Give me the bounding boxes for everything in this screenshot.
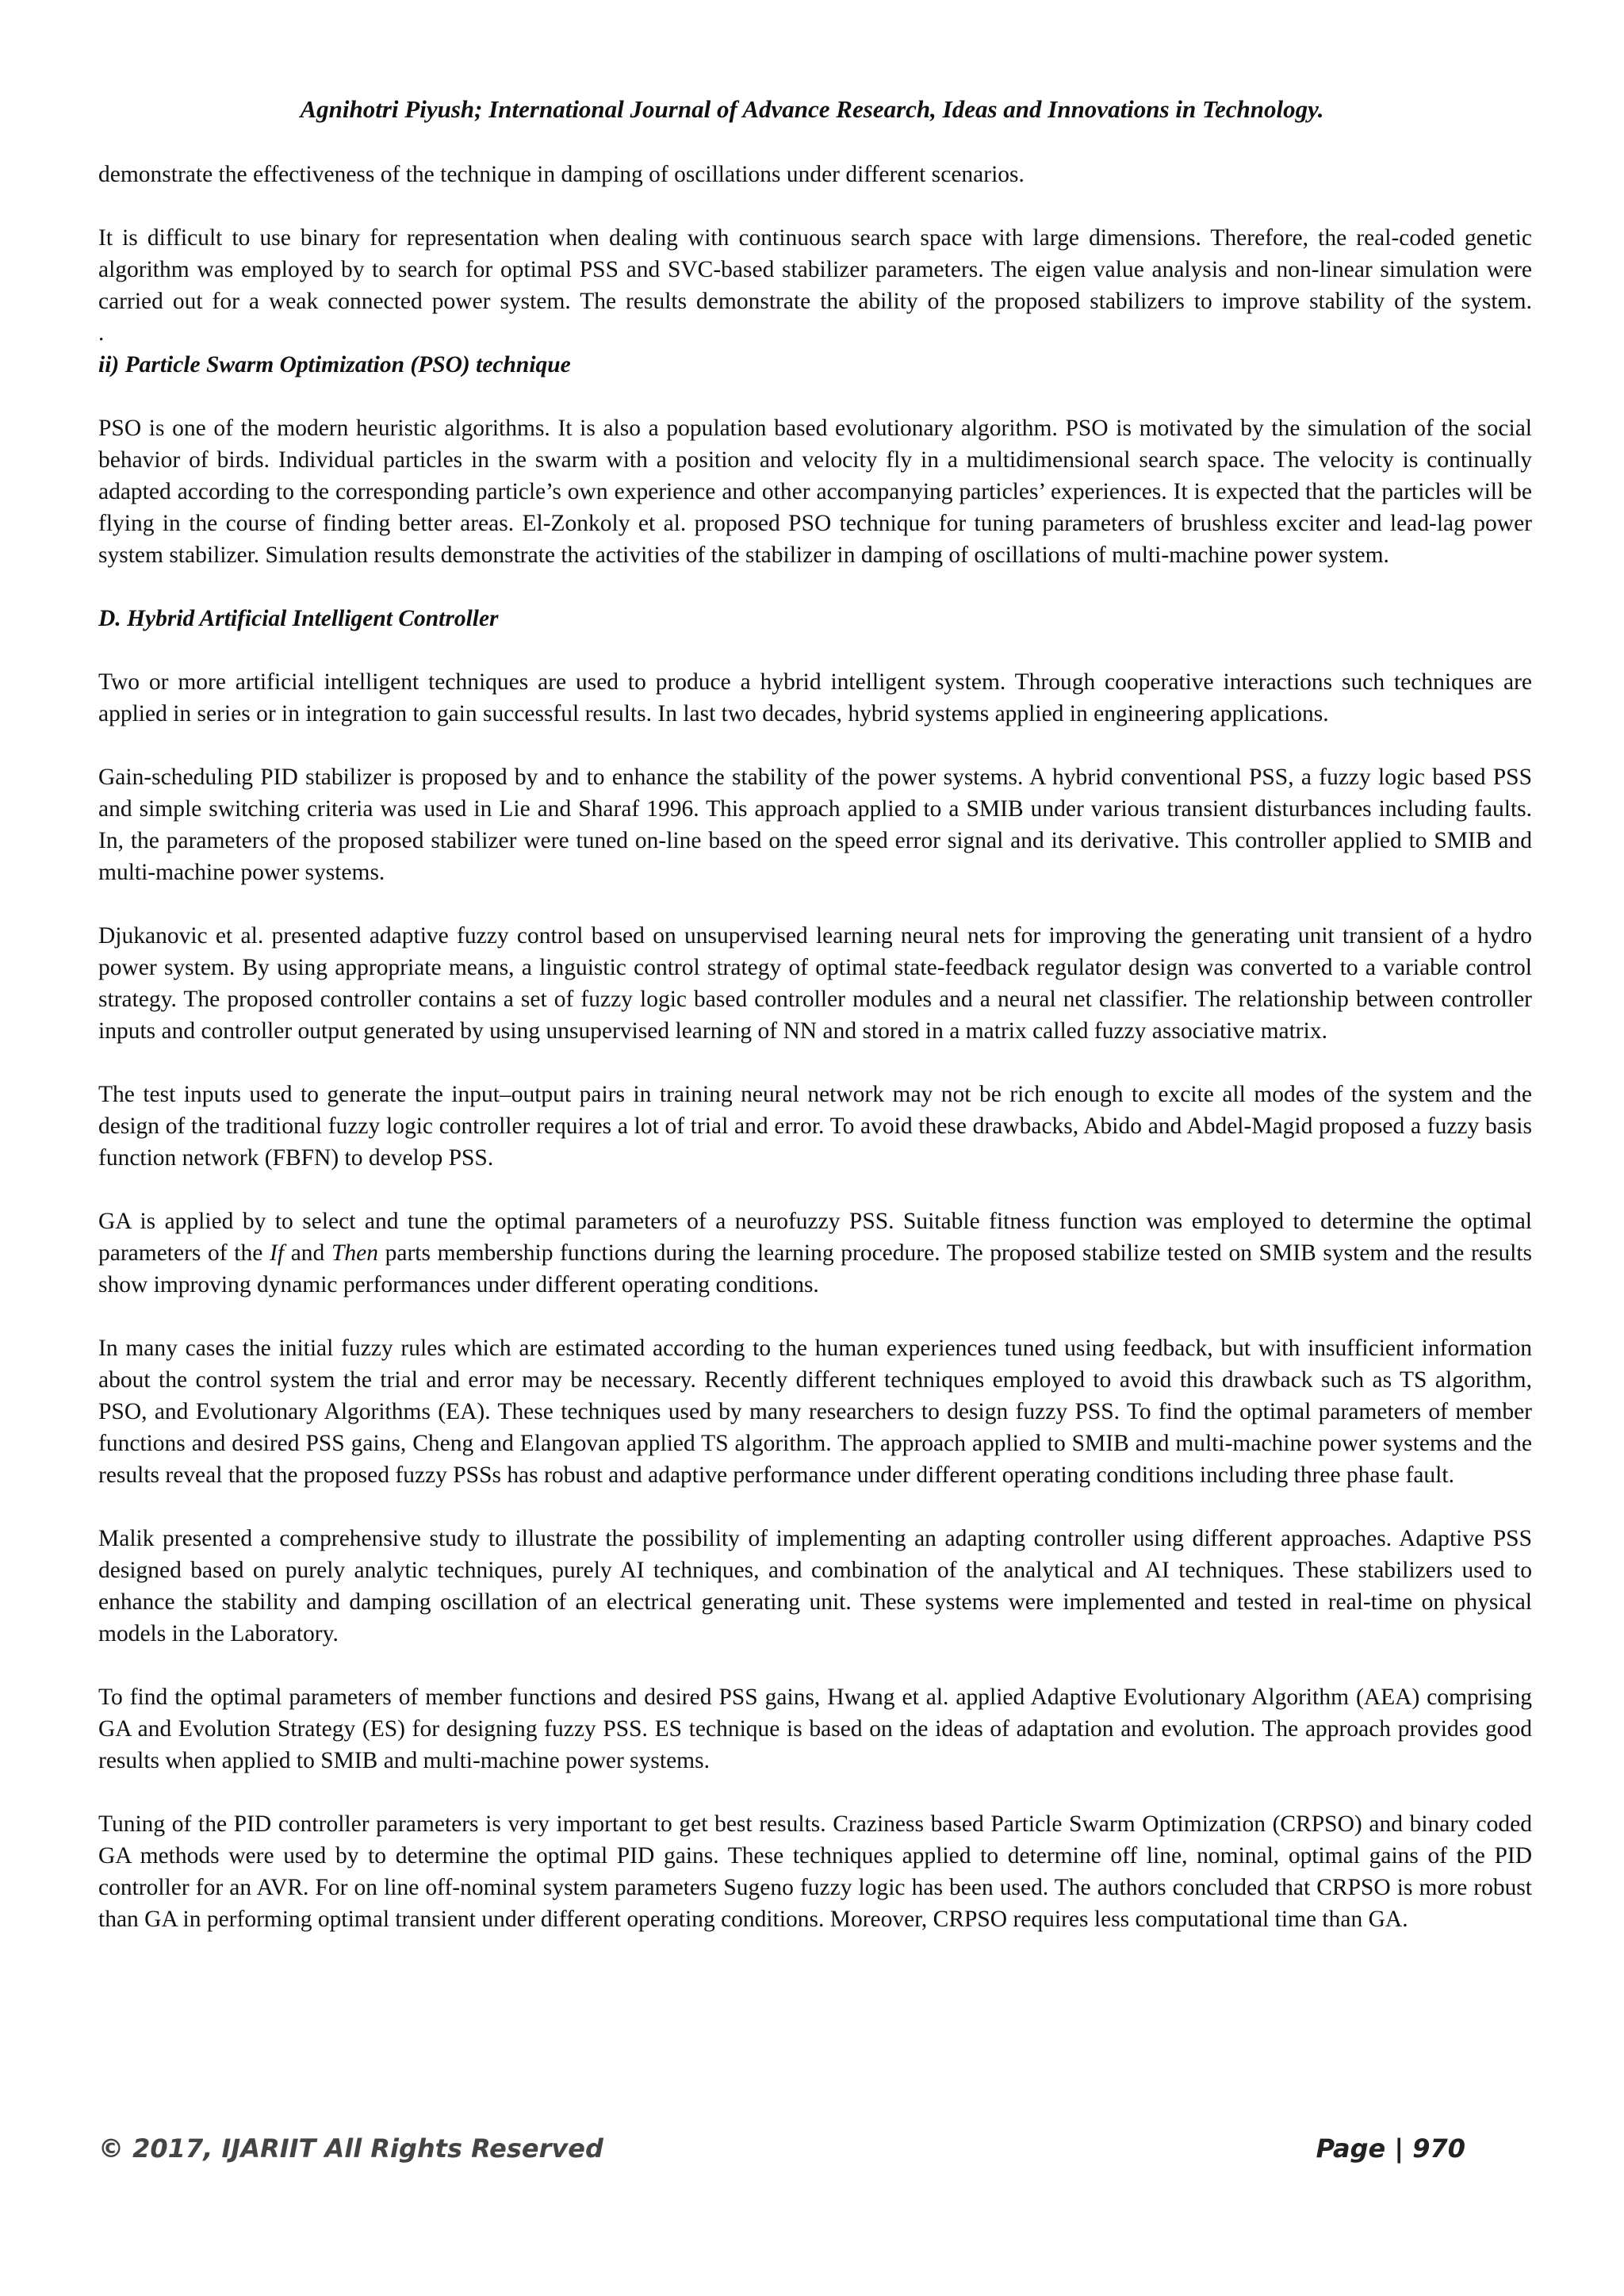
- italic-term-then: Then: [331, 1240, 378, 1266]
- footer-page-number: Page | 970: [1316, 2133, 1465, 2164]
- paragraph: Gain-scheduling PID stabilizer is proposed by and to enhance the stability of the power systems. A hybrid conventional PSS, a fuzzy logic based PSS and simple switching criteria was used in Lie and Sharaf 1996. This approach applied to a SMIB under various transient disturbances including faults. In, the parameters of the proposed stabilizer were tuned on-line based on the speed error signal and its derivative. This controller applied to SMIB and multi-machine power systems.: [98, 765, 1532, 885]
- paragraph: Tuning of the PID controller parameters is very important to get best results. Craziness based Particle Swarm Optimization (CRPSO) and binary coded GA methods were used by to determine the optimal PID gains. These techniques applied to determine off line, nominal, optimal gains of the PID controller for an AVR. For on line off-nominal system parameters Sugeno fuzzy logic has been used. The authors concluded that CRPSO is more robust than GA in performing optimal transient under different operating conditions. Moreover, CRPSO requires less computational time than GA.: [98, 1811, 1532, 1932]
- paragraph: Malik presented a comprehensive study to illustrate the possibility of implementing an adapting controller using different approaches. Adaptive PSS designed based on purely analytic techniques, purely AI techniques, and combination of the analytical and AI techniques. These stabilizers used to enhance the stability and damping oscillation of an electrical generating unit. These systems were implemented and tested in real-time on physical models in the Laboratory.: [98, 1526, 1532, 1646]
- paragraph: PSO is one of the modern heuristic algorithms. It is also a population based evolutionary algorithm. PSO is motivated by the simulation of the social behavior of birds. Individual particles in the swarm with a position and velocity fly in a multidimensional search space. The velocity is continually adapted according to the corresponding particle’s own experience and other accompanying particles’ experiences. It is expected that the particles will be flying in the course of finding better areas. El-Zonkoly et al. proposed PSO technique for tuning parameters of brushless exciter and lead-lag power system stabilizer. Simulation results demonstrate the activities of the stabilizer in damping of oscillations of multi-machine power system.: [98, 416, 1532, 568]
- text-run: and: [284, 1240, 331, 1266]
- section-heading-hybrid: D. Hybrid Artificial Intelligent Controller: [98, 606, 499, 631]
- paragraph: demonstrate the effectiveness of the technique in damping of oscillations under different scenarios.: [98, 162, 1025, 187]
- article-body: [98, 159, 1532, 1967]
- text-run: parts membership functions during the learning procedure. The proposed stabilize tested on SMIB system and the results show improving dynamic performances under different operating conditions.: [98, 1240, 1533, 1297]
- paragraph: Two or more artificial intelligent techniques are used to produce a hybrid intelligent system. Through cooperative interactions such techniques are applied in series or in integration to gain successful results. In last two decades, hybrid systems applied in engineering applications.: [98, 669, 1532, 726]
- footer-copyright: © 2017, IJARIIT All Rights Reserved: [98, 2133, 603, 2164]
- italic-term-if: If: [270, 1240, 285, 1266]
- paragraph: To find the optimal parameters of member functions and desired PSS gains, Hwang et al. applied Adaptive Evolutionary Algorithm (AEA) comprising GA and Evolution Strategy (ES) for designing fuzzy PSS. ES technique is based on the ideas of adaptation and evolution. The approach provides good results when applied to SMIB and multi-machine power systems.: [98, 1685, 1532, 1773]
- stray-dot: .: [98, 320, 105, 346]
- paragraph: In many cases the initial fuzzy rules which are estimated according to the human experiences tuned using feedback, but with insufficient information about the control system the trial and error may be necessary. Recently different techniques employed to avoid this drawback such as TS algorithm, PSO, and Evolutionary Algorithms (EA). These techniques used by many researchers to design fuzzy PSS. To find the optimal parameters of member functions and desired PSS gains, Cheng and Elangovan applied TS algorithm. The approach applied to SMIB and multi-machine power systems and the results reveal that the proposed fuzzy PSSs has robust and adaptive performance under different operating conditions including three phase fault.: [98, 1336, 1532, 1488]
- paragraph: The test inputs used to generate the input–output pairs in training neural network may not be rich enough to excite all modes of the system and the design of the traditional fuzzy logic controller requires a lot of trial and error. To avoid these drawbacks, Abido and Abdel-Magid proposed a fuzzy basis function network (FBFN) to develop PSS.: [98, 1082, 1532, 1171]
- paragraph: Djukanovic et al. presented adaptive fuzzy control based on unsupervised learning neural nets for improving the generating unit transient of a hydro power system. By using appropriate means, a linguistic control strategy of optimal state-feedback regulator design was converted to a variable control strategy. The proposed controller contains a set of fuzzy logic based controller modules and a neural net classifier. The relationship between controller inputs and controller output generated by using unsupervised learning of NN and stored in a matrix called fuzzy associative matrix.: [98, 923, 1532, 1044]
- section-heading-pso: ii) Particle Swarm Optimization (PSO) technique: [98, 352, 571, 378]
- paragraph: It is difficult to use binary for representation when dealing with continuous search space with large dimensions. Therefore, the real-coded genetic algorithm was employed by to search for optimal PSS and SVC-based stabilizer parameters. The eigen value analysis and non-linear simulation were carried out for a weak connected power system. The results demonstrate the ability of the proposed stabilizers to improve stability of the system.: [98, 225, 1532, 314]
- paragraph: [98, 1205, 1532, 1301]
- text-run: GA is applied by to select and tune the optimal parameters of a neurofuzzy PSS. Suitable fitness function was employed to determine the optimal parameters of the: [98, 1209, 1532, 1266]
- running-head: Agnihotri Piyush; International Journal of Advance Research, Ideas and Innovations in Technology.: [300, 95, 1324, 123]
